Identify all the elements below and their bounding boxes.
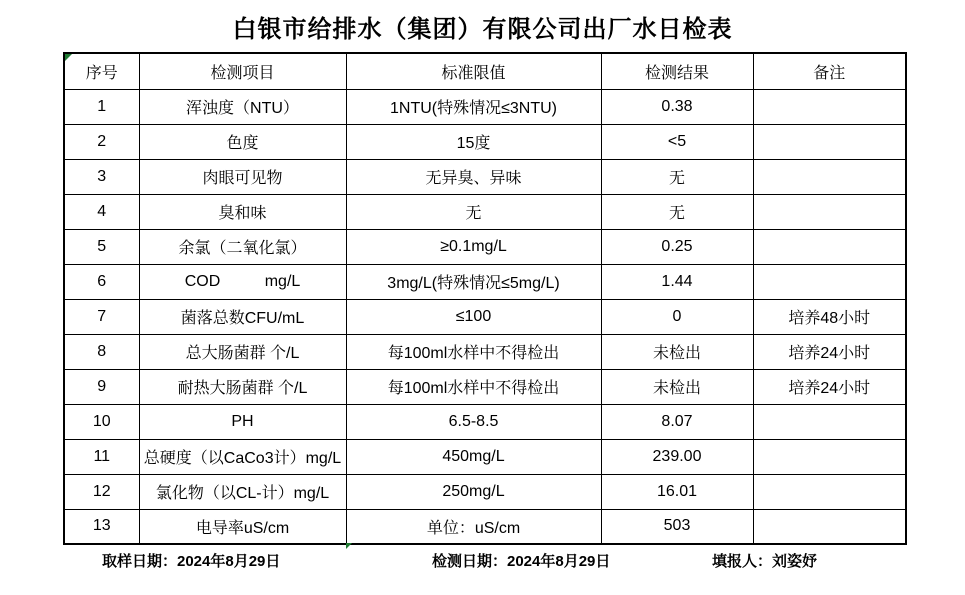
cell-no: 12 xyxy=(64,474,139,509)
cell-no: 7 xyxy=(64,299,139,334)
cell-standard: ≤100 xyxy=(346,299,601,334)
cell-item: COD mg/L xyxy=(139,264,346,299)
table-row xyxy=(64,194,906,229)
cell-no: 4 xyxy=(64,194,139,229)
cell-no: 2 xyxy=(64,124,139,159)
cell-result: 0 xyxy=(601,299,753,334)
cell-result: 0.25 xyxy=(601,229,753,264)
cell-result: 未检出 xyxy=(601,334,753,369)
cell-standard: 6.5-8.5 xyxy=(346,404,601,439)
cell-error-indicator-icon xyxy=(65,54,72,61)
cell-standard: 15度 xyxy=(346,124,601,159)
table-row xyxy=(64,509,906,544)
cell-remark: 培养24小时 xyxy=(753,369,906,404)
reporter-label: 填报人：刘姿妤 xyxy=(712,553,818,570)
cell-item: 电导率uS/cm xyxy=(139,509,346,544)
cell-no: 3 xyxy=(64,159,139,194)
cell-remark xyxy=(753,439,906,474)
cell-item: 耐热大肠菌群 个/L xyxy=(139,369,346,404)
cell-standard: 1NTU(特殊情况≤3NTU) xyxy=(346,89,601,124)
cell-item: 余氯（二氧化氯） xyxy=(139,229,346,264)
table-row xyxy=(64,404,906,439)
table-row xyxy=(64,229,906,264)
header-cell-standard: 标准限值 xyxy=(346,53,601,89)
cell-item: 肉眼可见物 xyxy=(139,159,346,194)
cell-result: 0.38 xyxy=(601,89,753,124)
cell-error-indicator-icon xyxy=(346,543,352,549)
table-row xyxy=(64,264,906,299)
cell-result: 1.44 xyxy=(601,264,753,299)
cell-item: 氯化物（以CL-计）mg/L xyxy=(139,474,346,509)
cell-no: 6 xyxy=(64,264,139,299)
cell-item: 菌落总数CFU/mL xyxy=(139,299,346,334)
cell-standard: 250mg/L xyxy=(346,474,601,509)
cell-remark xyxy=(753,194,906,229)
cell-remark xyxy=(753,124,906,159)
cell-item: 色度 xyxy=(139,124,346,159)
cell-standard: 无异臭、异味 xyxy=(346,159,601,194)
table-row xyxy=(64,159,906,194)
cell-remark xyxy=(753,159,906,194)
table-row xyxy=(64,124,906,159)
cell-no: 8 xyxy=(64,334,139,369)
header-cell-item: 检测项目 xyxy=(139,53,346,89)
cell-remark: 培养48小时 xyxy=(753,299,906,334)
cell-standard: 450mg/L xyxy=(346,439,601,474)
cell-remark xyxy=(753,404,906,439)
cell-item: 总大肠菌群 个/L xyxy=(139,334,346,369)
header-row xyxy=(64,53,906,89)
cell-remark: 培养24小时 xyxy=(753,334,906,369)
header-cell-remark: 备注 xyxy=(753,53,906,89)
cell-no: 1 xyxy=(64,89,139,124)
header-cell-result: 检测结果 xyxy=(601,53,753,89)
sampling-date-label: 取样日期：2024年8月29日 xyxy=(102,553,281,570)
table-row xyxy=(64,89,906,124)
cell-standard: 无 xyxy=(346,194,601,229)
cell-result: 无 xyxy=(601,159,753,194)
cell-item: 总硬度（以CaCo3计）mg/L xyxy=(139,439,346,474)
table-row xyxy=(64,334,906,369)
cell-remark xyxy=(753,509,906,544)
cell-remark xyxy=(753,229,906,264)
header-cell-no: 序号 xyxy=(64,53,139,89)
cell-item: PH xyxy=(139,404,346,439)
cell-item: 浑浊度（NTU） xyxy=(139,89,346,124)
cell-no: 9 xyxy=(64,369,139,404)
cell-result: <5 xyxy=(601,124,753,159)
inspection-table xyxy=(63,52,907,545)
cell-remark xyxy=(753,474,906,509)
cell-no: 11 xyxy=(64,439,139,474)
cell-result: 8.07 xyxy=(601,404,753,439)
cell-no: 10 xyxy=(64,404,139,439)
cell-no: 5 xyxy=(64,229,139,264)
table-row xyxy=(64,474,906,509)
cell-result: 503 xyxy=(601,509,753,544)
cell-result: 未检出 xyxy=(601,369,753,404)
cell-item: 臭和味 xyxy=(139,194,346,229)
cell-result: 16.01 xyxy=(601,474,753,509)
table-row xyxy=(64,369,906,404)
test-date-label: 检测日期：2024年8月29日 xyxy=(432,553,611,570)
cell-remark xyxy=(753,89,906,124)
cell-no: 13 xyxy=(64,509,139,544)
cell-standard: 3mg/L(特殊情况≤5mg/L) xyxy=(346,264,601,299)
table-row xyxy=(64,439,906,474)
cell-remark xyxy=(753,264,906,299)
cell-standard: 单位：uS/cm xyxy=(346,509,601,544)
cell-standard: 每100ml水样中不得检出 xyxy=(346,369,601,404)
cell-standard: ≥0.1mg/L xyxy=(346,229,601,264)
cell-result: 无 xyxy=(601,194,753,229)
cell-result: 239.00 xyxy=(601,439,753,474)
table-row xyxy=(64,299,906,334)
page-title: 白银市给排水（集团）有限公司出厂水日检表 xyxy=(232,16,733,43)
cell-standard: 每100ml水样中不得检出 xyxy=(346,334,601,369)
